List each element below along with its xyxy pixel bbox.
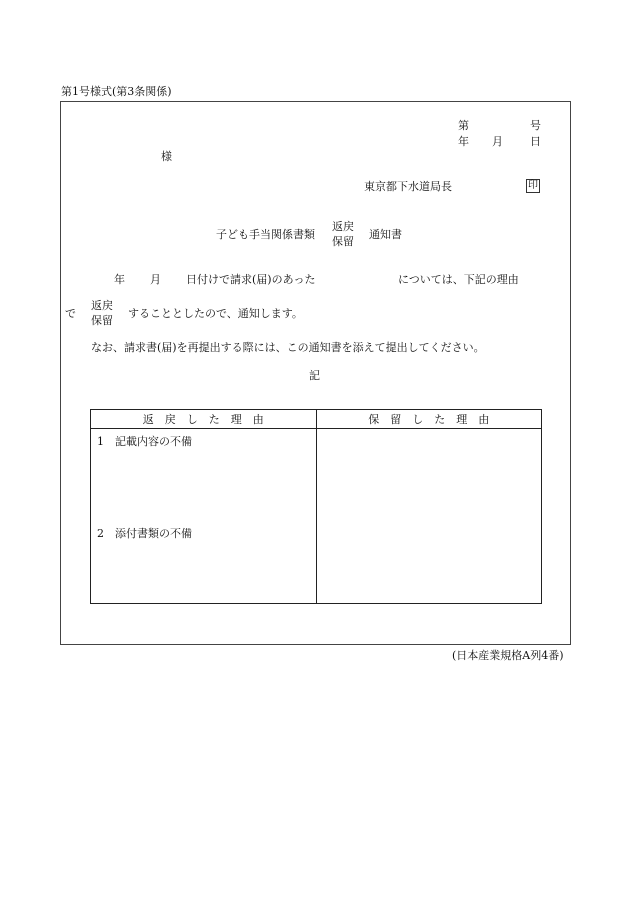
- body-line2-options: [91, 298, 113, 328]
- ki-heading: 記: [309, 369, 320, 382]
- body-month: 月: [150, 273, 161, 286]
- reasons-table: [90, 409, 542, 604]
- option-return: 返戻: [332, 220, 354, 233]
- body-option-return: 返戻: [91, 299, 113, 312]
- header-returned-reason: 返 戻 し た 理 由: [91, 410, 317, 429]
- notice-title-suffix: 通知書: [369, 228, 402, 241]
- seal-stamp: 印: [528, 180, 538, 191]
- body-line2-tail: することとしたので、通知します。: [128, 307, 303, 320]
- reason-item-1: 1 記載内容の不備: [97, 435, 192, 448]
- issuer-title: 東京都下水道局長: [364, 180, 452, 193]
- form-number-label: 第1号様式(第3条関係): [61, 85, 172, 98]
- body-year: 年: [114, 273, 125, 286]
- date-month: 月: [492, 135, 503, 148]
- body-date-phrase: 日付けで請求(届)のあった: [186, 273, 316, 286]
- returned-reasons-cell: [91, 429, 317, 604]
- number-go: 号: [530, 119, 541, 132]
- held-reasons-cell: [316, 429, 542, 604]
- reason-item-2: 2 添付書類の不備: [97, 527, 192, 540]
- notice-title-options: [332, 219, 354, 249]
- body-line2-lead: で: [65, 307, 76, 320]
- number-dai: 第: [458, 119, 469, 132]
- body-option-hold: 保留: [91, 314, 113, 327]
- recipient-suffix: 様: [161, 150, 172, 163]
- body-line3: なお、請求書(届)を再提出する際には、この通知書を添えて提出してください。: [91, 341, 485, 354]
- header-held-reason: 保 留 し た 理 由: [316, 410, 542, 429]
- body-line1-tail: については、下記の理由: [398, 273, 519, 286]
- option-hold: 保留: [332, 235, 354, 248]
- date-day: 日: [530, 135, 541, 148]
- date-year: 年: [458, 135, 469, 148]
- paper-size-note: (日本産業規格A列4番): [452, 649, 564, 662]
- notice-title-prefix: 子ども手当関係書類: [216, 228, 315, 241]
